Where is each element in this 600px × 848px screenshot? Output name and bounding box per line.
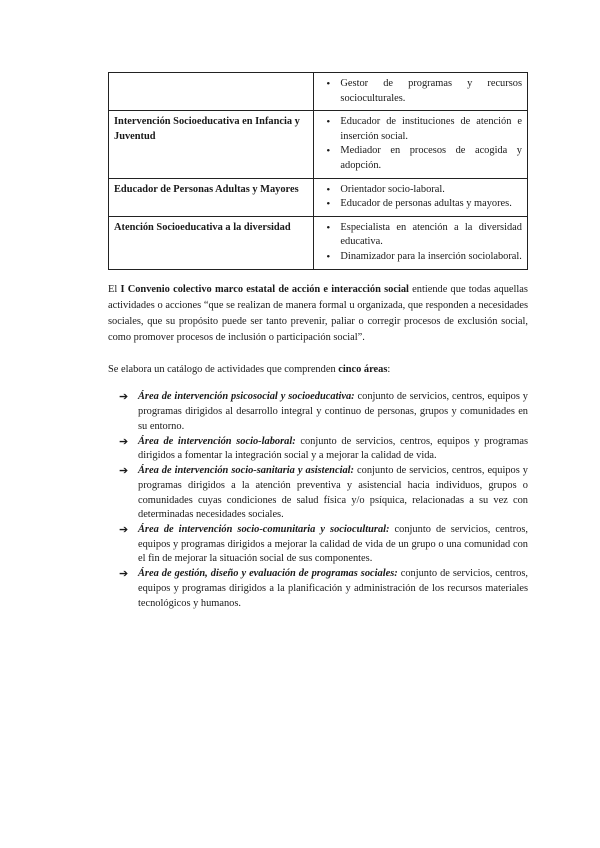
table-cell-items	[314, 111, 528, 178]
table-row	[109, 178, 528, 216]
area-title: Área de intervención socio-comunitaria y sociocultural:	[138, 524, 390, 536]
area-desc: conjunto de servicios, centros, equipos y programas dirigidos al desarrollo integral y continuo de personas, grupos y comunidades en su entorno.	[138, 391, 528, 432]
list-item	[108, 567, 528, 611]
table-cell-items	[314, 216, 528, 269]
area-desc: conjunto de servicios, centros, equipos y programas dirigidos a la planificación y administración de los recursos materiales tecnológicos y humanos.	[138, 568, 529, 609]
list-item	[108, 523, 528, 567]
bullet-list	[318, 115, 522, 173]
list-item	[108, 390, 528, 434]
table-cell-label: Educador de Personas Adultas y Mayores	[109, 178, 314, 216]
document-page	[108, 72, 528, 612]
intro-text: Se elabora un catálogo de actividades que comprenden	[108, 364, 339, 376]
arrow-icon: ➔	[119, 391, 129, 404]
area-title: Área de intervención socio-laboral:	[138, 435, 296, 447]
profiles-table	[108, 72, 528, 270]
table-cell-label: Atención Socioeducativa a la diversidad	[109, 216, 314, 269]
area-desc: conjunto de servicios, centros, equipos y programas dirigidos a mejorar la calidad de vida de un grupo o una comunidad con el fin de mejorar la situación social de sus componentes.	[138, 524, 528, 565]
bullet-list	[318, 221, 522, 265]
area-title: Área de intervención psicosocial y socioeducativa:	[138, 391, 355, 403]
arrow-icon: ➔	[119, 568, 129, 581]
table-cell-items	[314, 73, 528, 111]
area-desc: conjunto de servicios, centros, equipos y programas dirigidos a la atención preventiva y asistencial hacia individuos, grupos o comunidades cuyas condiciones de salud física y/o psíquica, relacionadas a su vez con determinadas necesidades sociales.	[138, 465, 528, 521]
area-title: Área de intervención socio-sanitaria y asistencial:	[138, 465, 355, 477]
arrow-icon: ➔	[119, 435, 129, 448]
table-cell-label	[109, 73, 314, 111]
list-item: • Gestor de programas y recursos socioculturales.	[318, 77, 522, 106]
list-item: • Educador de instituciones de atención e inserción social.	[318, 115, 522, 144]
area-title: Área de gestión, diseño y evaluación de programas sociales:	[138, 568, 398, 580]
list-item: • Mediador en procesos de acogida y adopción.	[318, 144, 522, 173]
paragraph-post: entiende que todas aquellas actividades o acciones “que se realizan de manera formal u organizada, que responden a necesidades sociales, que su propósito puede ser tanto prevenir, paliar o corregir procesos de exclusión social, como promover procesos de inclusión o participación social”.	[108, 283, 528, 344]
list-item: • Dinamizador para la inserción sociolaboral.	[318, 250, 522, 265]
table-cell-items	[314, 178, 528, 216]
paragraph-bold: I Convenio colectivo marco estatal de acción e interacción social	[120, 283, 409, 295]
table-cell-label: Intervención Socioeducativa en Infancia y Juventud	[109, 111, 314, 178]
table-row	[109, 73, 528, 111]
list-item	[108, 435, 528, 464]
bullet-list	[318, 77, 522, 106]
intro-end: :	[387, 364, 391, 376]
areas-list	[108, 390, 528, 611]
list-item: • Educador de personas adultas y mayores.	[318, 197, 522, 212]
intro-bold: cinco áreas	[338, 364, 388, 376]
areas-intro	[108, 362, 528, 378]
area-desc: conjunto de servicios, centros, equipos y programas dirigidos a fomentar la integración social y a mejorar la calidad de vida.	[138, 435, 528, 462]
list-item: • Especialista en atención a la diversidad educativa.	[318, 221, 522, 250]
list-item: • Orientador socio-laboral.	[318, 183, 522, 198]
bullet-list	[318, 183, 522, 212]
convenio-paragraph	[108, 282, 528, 347]
list-item	[108, 464, 528, 522]
table-row	[109, 216, 528, 269]
paragraph-pre: El	[108, 283, 121, 295]
table-row	[109, 111, 528, 178]
arrow-icon: ➔	[119, 524, 129, 537]
arrow-icon: ➔	[119, 465, 129, 478]
